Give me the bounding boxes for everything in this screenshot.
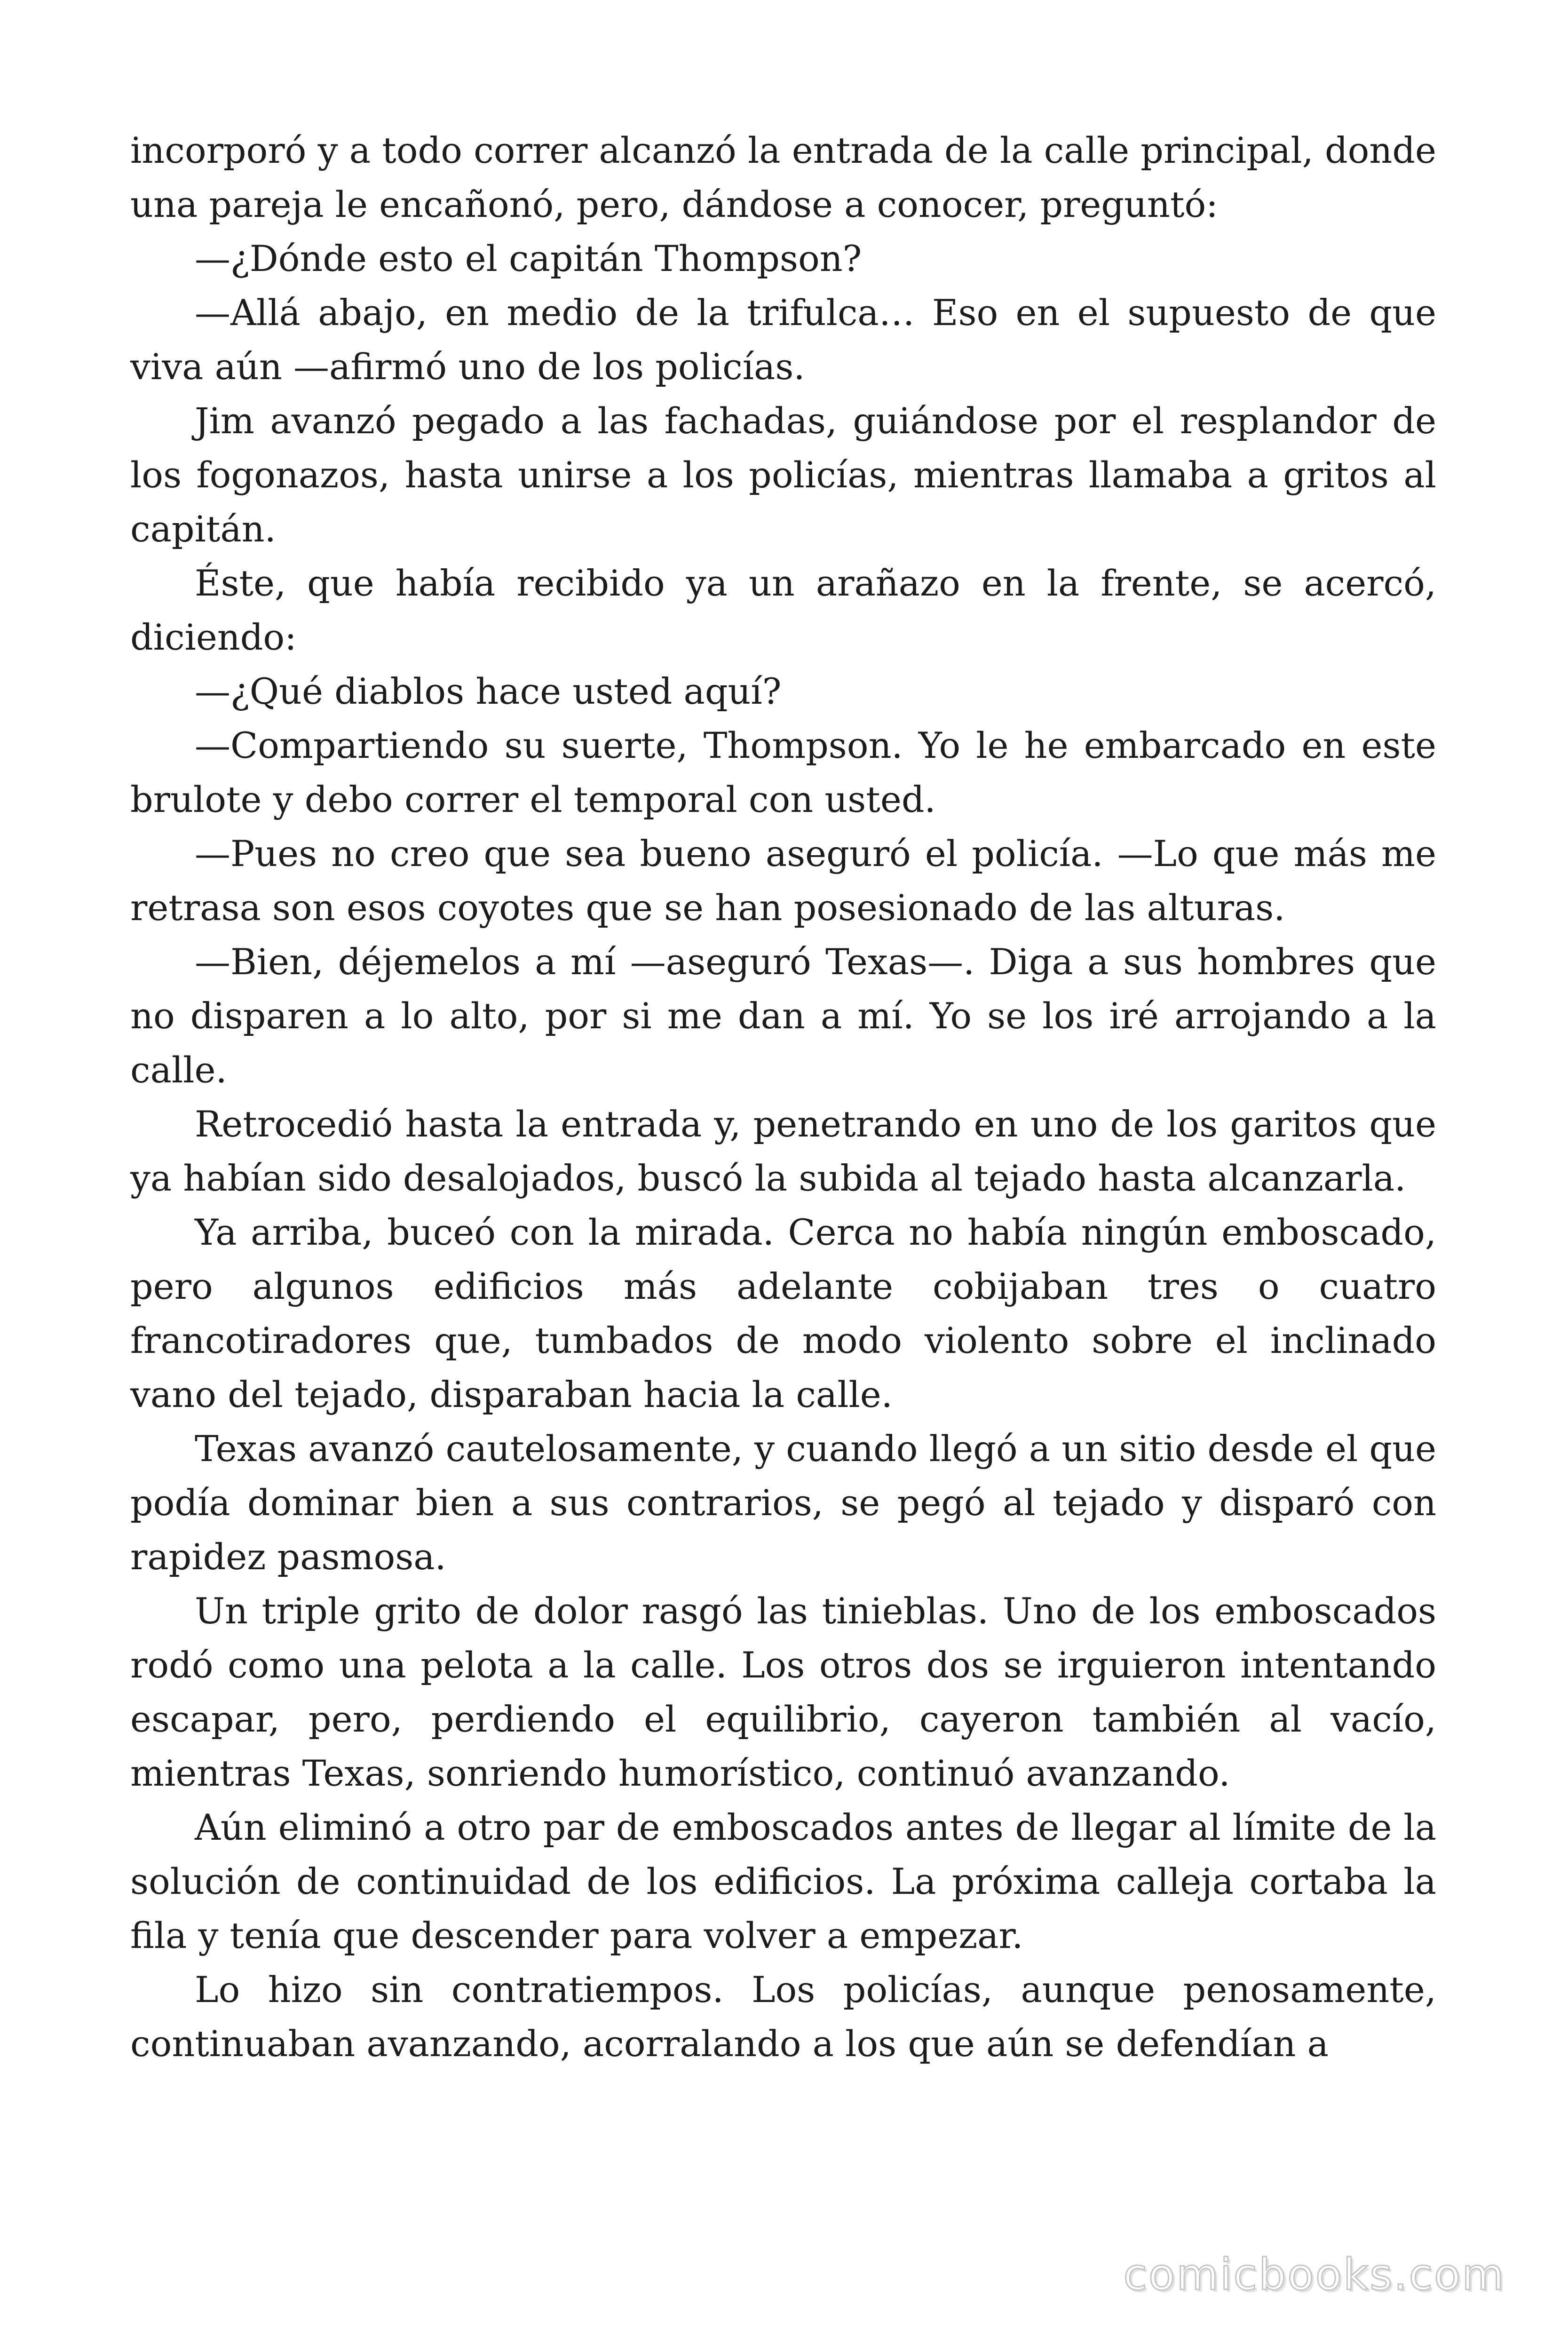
paragraph-continued: incorporó y a todo correr alcanzó la entrada de la calle principal, donde una pareja le encañonó, pero, dándose a conocer, preguntó: bbox=[130, 129, 1436, 225]
paragraph: Un triple grito de dolor rasgó las tinieblas. Uno de los emboscados rodó como una pelota a la calle. Los otros dos se irguieron intentando escapar, pero, perdiendo el equilibrio, cayeron también al vacío, mientras Texas, sonriendo humorístico, continuó avanzando. bbox=[130, 1590, 1436, 1794]
paragraph: Éste, que había recibido ya un arañazo en la frente, se acercó, diciendo: bbox=[130, 562, 1436, 658]
dialogue-line: —Bien, déjemelos a mí —aseguró Texas—. Diga a sus hombres que no disparen a lo alto, por si me dan a mí. Yo se los iré arrojando a la calle. bbox=[130, 941, 1436, 1091]
paragraph: Retrocedió hasta la entrada y, penetrando en uno de los garitos que ya habían sido desalojados, buscó la subida al tejado hasta alcanzarla. bbox=[130, 1103, 1436, 1199]
dialogue-line: —¿Qué diablos hace usted aquí? bbox=[195, 670, 782, 712]
paragraph: Lo hizo sin contratiempos. Los policías, aunque penosamente, continuaban avanzando, acorralando a los que aún se defendían a bbox=[130, 1969, 1436, 2065]
watermark-logo: comicbooks.com bbox=[1123, 2249, 1505, 2300]
body-text bbox=[130, 123, 1436, 2071]
dialogue-line: —Compartiendo su suerte, Thompson. Yo le he embarcado en este brulote y debo correr el temporal con usted. bbox=[130, 724, 1436, 820]
dialogue-line: —Pues no creo que sea bueno aseguró el policía. —Lo que más me retrasa son esos coyotes que se han posesionado de las alturas. bbox=[130, 833, 1436, 929]
dialogue-line: —¿Dónde esto el capitán Thompson? bbox=[195, 238, 862, 279]
paragraph: Ya arriba, buceó con la mirada. Cerca no había ningún emboscado, pero algunos edificios más adelante cobijaban tres o cuatro francotiradores que, tumbados de modo violento sobre el inclinado vano del tejado, disparaban hacia la calle. bbox=[130, 1211, 1436, 1415]
paragraph: Aún eliminó a otro par de emboscados antes de llegar al límite de la solución de continuidad de los edificios. La próxima calleja cortaba la fila y tenía que descender para volver a empezar. bbox=[130, 1806, 1436, 1956]
dialogue-line: —Allá abajo, en medio de la trifulca… Eso en el supuesto de que viva aún —afirmó uno de los policías. bbox=[130, 292, 1436, 388]
paragraph: Texas avanzó cautelosamente, y cuando llegó a un sitio desde el que podía dominar bien a sus contrarios, se pegó al tejado y disparó con rapidez pasmosa. bbox=[130, 1428, 1436, 1578]
paragraph: Jim avanzó pegado a las fachadas, guiándose por el resplandor de los fogonazos, hasta unirse a los policías, mientras llamaba a gritos al capitán. bbox=[130, 400, 1436, 550]
